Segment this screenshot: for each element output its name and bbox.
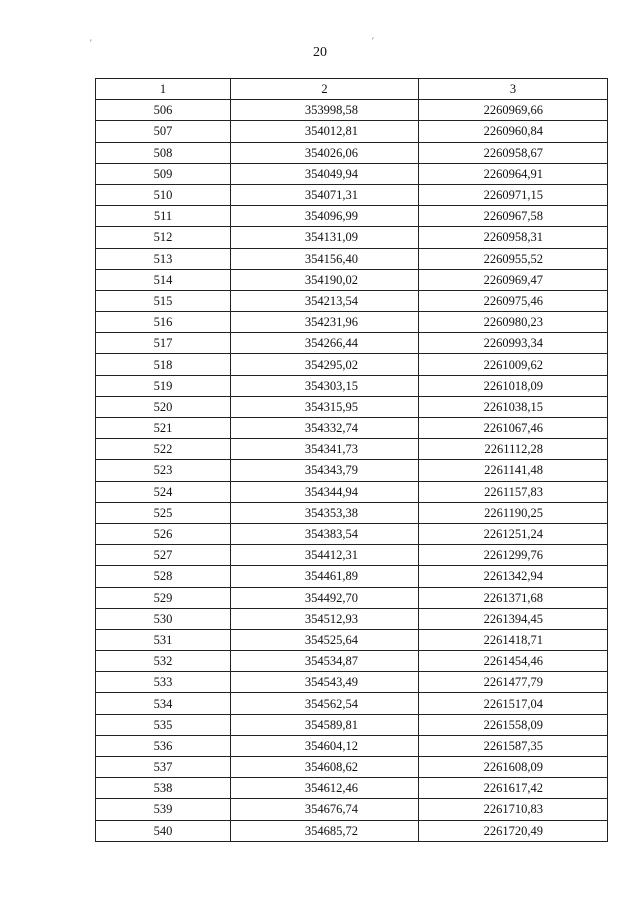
y-coordinate-cell: 2261371,68: [419, 587, 608, 608]
y-coordinate-cell: 2260964,91: [419, 163, 608, 184]
y-coordinate-cell: 2261477,79: [419, 672, 608, 693]
table-row: [96, 693, 608, 714]
point-number-cell: 509: [96, 163, 231, 184]
point-number-cell: 531: [96, 629, 231, 650]
x-coordinate-cell: 354071,31: [231, 184, 419, 205]
table-row: [96, 608, 608, 629]
x-coordinate-cell: 354343,79: [231, 460, 419, 481]
y-coordinate-cell: 2261190,25: [419, 502, 608, 523]
y-coordinate-cell: 2261141,48: [419, 460, 608, 481]
point-number-cell: 515: [96, 290, 231, 311]
x-coordinate-cell: 354512,93: [231, 608, 419, 629]
y-coordinate-cell: 2261067,46: [419, 418, 608, 439]
point-number-cell: 512: [96, 227, 231, 248]
x-coordinate-cell: 354315,95: [231, 396, 419, 417]
scan-mark: ′: [372, 36, 374, 46]
table-row: [96, 396, 608, 417]
x-coordinate-cell: 354612,46: [231, 778, 419, 799]
y-coordinate-cell: 2261418,71: [419, 629, 608, 650]
table-row: [96, 100, 608, 121]
y-coordinate-cell: 2260958,31: [419, 227, 608, 248]
point-number-cell: 539: [96, 799, 231, 820]
x-coordinate-cell: 354341,73: [231, 439, 419, 460]
x-coordinate-cell: 354231,96: [231, 312, 419, 333]
x-coordinate-cell: 354534,87: [231, 651, 419, 672]
table-row: [96, 354, 608, 375]
table-row: [96, 820, 608, 841]
table-row: [96, 502, 608, 523]
table-row: [96, 184, 608, 205]
table-row: [96, 227, 608, 248]
point-number-cell: 535: [96, 714, 231, 735]
point-number-cell: 527: [96, 545, 231, 566]
y-coordinate-cell: 2261038,15: [419, 396, 608, 417]
point-number-cell: 517: [96, 333, 231, 354]
coordinates-table: [95, 78, 608, 842]
y-coordinate-cell: 2261710,83: [419, 799, 608, 820]
point-number-cell: 528: [96, 566, 231, 587]
y-coordinate-cell: 2261517,04: [419, 693, 608, 714]
point-number-cell: 536: [96, 735, 231, 756]
x-coordinate-cell: 354303,15: [231, 375, 419, 396]
point-number-cell: 518: [96, 354, 231, 375]
y-coordinate-cell: 2261394,45: [419, 608, 608, 629]
x-coordinate-cell: 354543,49: [231, 672, 419, 693]
x-coordinate-cell: 354049,94: [231, 163, 419, 184]
x-coordinate-cell: 354266,44: [231, 333, 419, 354]
table-row: [96, 269, 608, 290]
x-coordinate-cell: 354131,09: [231, 227, 419, 248]
x-coordinate-cell: 354525,64: [231, 629, 419, 650]
point-number-cell: 530: [96, 608, 231, 629]
y-coordinate-cell: 2261617,42: [419, 778, 608, 799]
table-row: [96, 312, 608, 333]
y-coordinate-cell: 2261299,76: [419, 545, 608, 566]
x-coordinate-cell: 354492,70: [231, 587, 419, 608]
x-coordinate-cell: 354685,72: [231, 820, 419, 841]
table-row: [96, 735, 608, 756]
point-number-cell: 540: [96, 820, 231, 841]
point-number-cell: 519: [96, 375, 231, 396]
y-coordinate-cell: 2261454,46: [419, 651, 608, 672]
y-coordinate-cell: 2260969,66: [419, 100, 608, 121]
y-coordinate-cell: 2261558,09: [419, 714, 608, 735]
x-coordinate-cell: 354353,38: [231, 502, 419, 523]
table-row: [96, 248, 608, 269]
x-coordinate-cell: 354332,74: [231, 418, 419, 439]
table-row: [96, 418, 608, 439]
y-coordinate-cell: 2261251,24: [419, 523, 608, 544]
y-coordinate-cell: 2260958,67: [419, 142, 608, 163]
table-row: [96, 523, 608, 544]
y-coordinate-cell: 2261112,28: [419, 439, 608, 460]
table-row: [96, 566, 608, 587]
y-coordinate-cell: 2260967,58: [419, 206, 608, 227]
x-coordinate-cell: 354604,12: [231, 735, 419, 756]
y-coordinate-cell: 2260980,23: [419, 312, 608, 333]
point-number-cell: 508: [96, 142, 231, 163]
table-row: [96, 439, 608, 460]
y-coordinate-cell: 2261720,49: [419, 820, 608, 841]
y-coordinate-cell: 2261608,09: [419, 757, 608, 778]
point-number-cell: 520: [96, 396, 231, 417]
x-coordinate-cell: 354383,54: [231, 523, 419, 544]
table-row: [96, 333, 608, 354]
x-coordinate-cell: 354096,99: [231, 206, 419, 227]
y-coordinate-cell: 2261009,62: [419, 354, 608, 375]
y-coordinate-cell: 2261157,83: [419, 481, 608, 502]
y-coordinate-cell: 2261018,09: [419, 375, 608, 396]
point-number-cell: 516: [96, 312, 231, 333]
x-coordinate-cell: 354412,31: [231, 545, 419, 566]
point-number-cell: 511: [96, 206, 231, 227]
point-number-cell: 510: [96, 184, 231, 205]
point-number-cell: 522: [96, 439, 231, 460]
table-row: [96, 163, 608, 184]
table-row: [96, 460, 608, 481]
x-coordinate-cell: 353998,58: [231, 100, 419, 121]
y-coordinate-cell: 2260955,52: [419, 248, 608, 269]
point-number-cell: 532: [96, 651, 231, 672]
x-coordinate-cell: 354026,06: [231, 142, 419, 163]
y-coordinate-cell: 2260971,15: [419, 184, 608, 205]
table-row: [96, 714, 608, 735]
y-coordinate-cell: 2260993,34: [419, 333, 608, 354]
point-number-cell: 506: [96, 100, 231, 121]
y-coordinate-cell: 2260975,46: [419, 290, 608, 311]
scan-mark: ′: [90, 38, 92, 48]
y-coordinate-cell: 2261587,35: [419, 735, 608, 756]
x-coordinate-cell: 354589,81: [231, 714, 419, 735]
table-row: [96, 651, 608, 672]
table-row: [96, 481, 608, 502]
x-coordinate-cell: 354676,74: [231, 799, 419, 820]
table-row: [96, 545, 608, 566]
table-row: [96, 778, 608, 799]
table-row: [96, 629, 608, 650]
table-row: [96, 142, 608, 163]
point-number-cell: 514: [96, 269, 231, 290]
point-number-cell: 534: [96, 693, 231, 714]
point-number-cell: 513: [96, 248, 231, 269]
point-number-cell: 526: [96, 523, 231, 544]
table-row: [96, 587, 608, 608]
x-coordinate-cell: 354012,81: [231, 121, 419, 142]
column-header: 2: [231, 79, 419, 100]
column-header: 1: [96, 79, 231, 100]
point-number-cell: 525: [96, 502, 231, 523]
point-number-cell: 533: [96, 672, 231, 693]
table-row: [96, 799, 608, 820]
column-header: 3: [419, 79, 608, 100]
point-number-cell: 521: [96, 418, 231, 439]
table-row: [96, 121, 608, 142]
table-row: [96, 757, 608, 778]
x-coordinate-cell: 354608,62: [231, 757, 419, 778]
point-number-cell: 523: [96, 460, 231, 481]
table-row: [96, 672, 608, 693]
point-number-cell: 537: [96, 757, 231, 778]
table-header-row: [96, 79, 608, 100]
x-coordinate-cell: 354461,89: [231, 566, 419, 587]
x-coordinate-cell: 354562,54: [231, 693, 419, 714]
page-number: 20: [313, 45, 327, 60]
x-coordinate-cell: 354295,02: [231, 354, 419, 375]
x-coordinate-cell: 354344,94: [231, 481, 419, 502]
point-number-cell: 529: [96, 587, 231, 608]
x-coordinate-cell: 354190,02: [231, 269, 419, 290]
y-coordinate-cell: 2260960,84: [419, 121, 608, 142]
table-row: [96, 206, 608, 227]
table-row: [96, 290, 608, 311]
y-coordinate-cell: 2261342,94: [419, 566, 608, 587]
point-number-cell: 524: [96, 481, 231, 502]
y-coordinate-cell: 2260969,47: [419, 269, 608, 290]
point-number-cell: 507: [96, 121, 231, 142]
x-coordinate-cell: 354156,40: [231, 248, 419, 269]
point-number-cell: 538: [96, 778, 231, 799]
table-row: [96, 375, 608, 396]
x-coordinate-cell: 354213,54: [231, 290, 419, 311]
